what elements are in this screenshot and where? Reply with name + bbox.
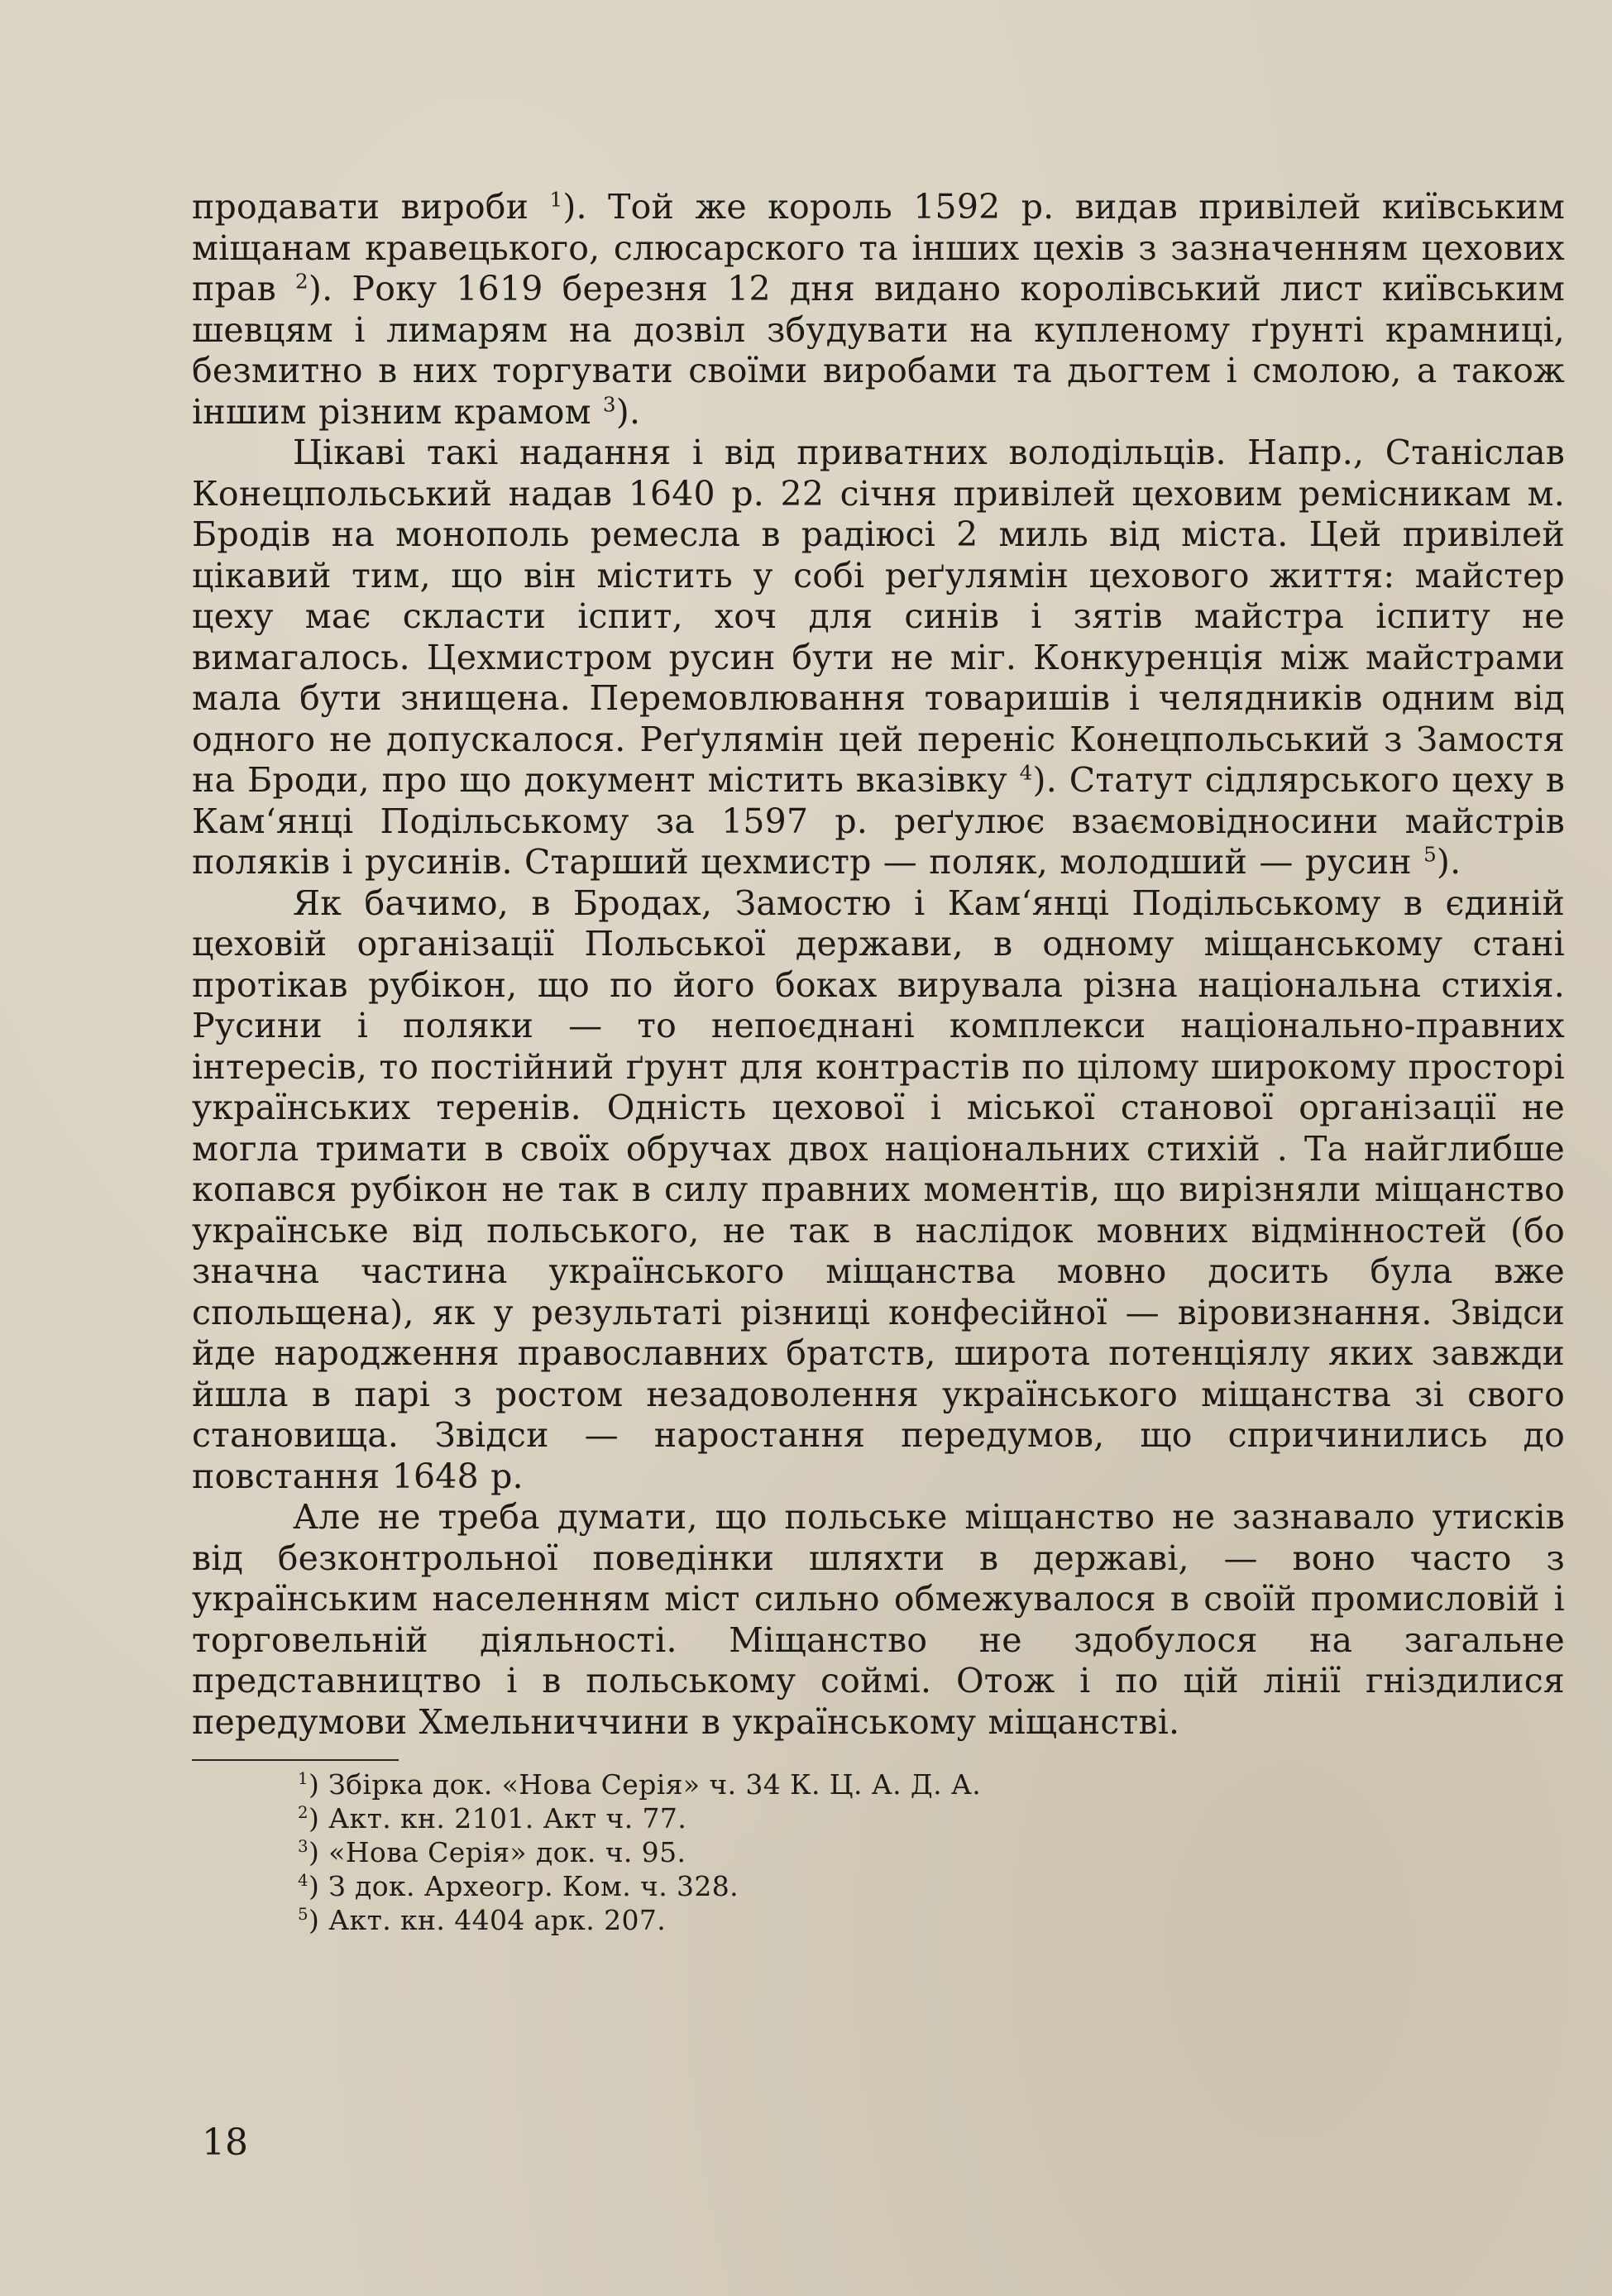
footnote-item <box>298 1801 1565 1835</box>
footnote-item <box>298 1869 1565 1903</box>
paragraph <box>192 1497 1565 1743</box>
footnote-text: ) З док. Археогр. Ком. ч. 328. <box>309 1870 739 1902</box>
footnote-number: 2 <box>298 1803 309 1822</box>
footnote-text: ) Акт. кн. 4404 арк. 207. <box>309 1904 667 1936</box>
paragraph-text: ). Той же король 1592 р. видав привілей київським міщанам кравецького, слюсарского та інших цехів з зазначенням цехових прав <box>192 187 1565 309</box>
footnote-divider <box>192 1759 399 1761</box>
body-text <box>192 187 1565 1743</box>
page-content <box>192 187 1565 1937</box>
paragraph <box>192 187 1565 433</box>
footnote-text: ) Збірка док. «Нова Серія» ч. 34 К. Ц. А. Д. А. <box>309 1768 982 1801</box>
footnote-number: 1 <box>298 1769 309 1788</box>
paragraph-text: ). Статут сідлярського цеху в Кам‘янці Подільському за 1597 р. реґулює взаємовідносини майстрів поляків і русинів. Старший цехмистр — поляк, молодший — русин <box>192 760 1565 882</box>
paragraph-text: ). Року 1619 березня 12 дня видано королівський лист київським шевцям і лимарям на дозвіл збудувати на купленому ґрунті крамниці, безмитно в них торгувати своїми виробами та дьогтем і смолою, а також іншим різним крамом <box>192 269 1565 432</box>
paragraph-text: Цікаві такі надання і від приватних володільців. Напр., Станіслав Конецпольський надав 1640 р. 22 січня привілей цеховим ремісникам м. Бродів на монополь ремесла в радіюсі 2 миль від міста. Цей привілей цікавий тим, що він містить у собі реґулямін цехового життя: майстер цеху має скласти іспит, хоч для синів і зятів майстра іспиту не вимагалось. Цехмистром русин бути не міг. Конкуренція між майстрами мала бути знищена. Перемовлювання товаришів і челядників одним від одного не допускалося. Реґулямін цей переніс Конецпольський з Замостя на Броди, про що документ містить вказівку <box>192 433 1565 800</box>
paragraph <box>192 433 1565 883</box>
footnote-number: 3 <box>298 1837 309 1856</box>
footnote-text: ) Акт. кн. 2101. Акт ч. 77. <box>309 1802 687 1834</box>
paragraph-text: ). <box>615 391 641 432</box>
paragraph-text: продавати вироби <box>192 187 550 227</box>
footnote-number: 5 <box>298 1905 309 1924</box>
paragraph <box>192 883 1565 1498</box>
footnote-reference: 4 <box>1019 760 1033 785</box>
footnote-number: 4 <box>298 1871 309 1890</box>
paragraph-text: Як бачимо, в Бродах, Замостю і Кам‘янці Подільському в єдиній цеховій організації Польської держави, в одному міщанському стані протікав рубікон, що по його боках вирувала різна національна стихія. Русини і поляки — то непоєднані комплекси національно-правних інтересів, то постійний ґрунт для контрастів по цілому широкому просторі українських теренів. Одність цехової і міської станової організації не могла тримати в своїх обручах двох національних стихій . Та найглибше копався рубікон не так в силу правних моментів, що вирізняли міщанство українське від польського, не так в наслідок мовних відмінностей (бо значна частина українського міщанства мовно досить була вже спольщена), як у результаті різниці конфесійної — віровизнання. Звідси йде народження православних братств, широта потенціялу яких завжди йшла в парі з ростом незадоволення українського міщанства зі свого становища. Звідси — наростання передумов, що спричинились до повстання 1648 р. <box>192 883 1565 1496</box>
footnote-reference: 3 <box>602 391 616 416</box>
footnote-reference: 5 <box>1423 842 1437 867</box>
footnotes <box>192 1767 1565 1937</box>
footnote-item <box>298 1903 1565 1937</box>
paragraph-text: ). <box>1436 842 1461 882</box>
paragraph-text: Але не треба думати, що польське міщанство не зазнавало утисків від безконтрольної поведінки шляхти в державі, — воно часто з українським населенням міст сильно обмежувалося в своїй промисловій і торговельній діяльності. Міщанство не здобулося на загальне представництво і в польському соймі. Отож і по цій лінії гніздилися передумови Хмельниччини в українському міщанстві. <box>192 1497 1565 1742</box>
footnote-reference: 1 <box>549 187 563 212</box>
page-number: 18 <box>202 2121 248 2164</box>
footnote-text: ) «Нова Серія» док. ч. 95. <box>309 1836 686 1868</box>
footnote-reference: 2 <box>295 269 309 294</box>
footnote-item <box>298 1835 1565 1869</box>
footnote-item <box>298 1767 1565 1801</box>
